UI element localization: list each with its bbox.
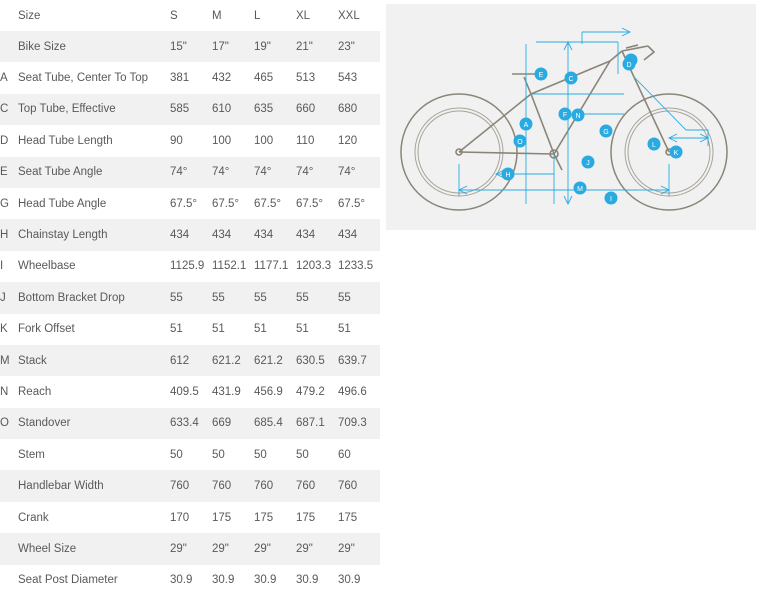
row-value: 434	[254, 229, 274, 242]
row-value: 1177.1	[254, 260, 289, 273]
badge-J	[582, 156, 595, 169]
row-label: Seat Tube, Center To Top	[18, 72, 148, 85]
row-letter	[0, 502, 18, 533]
row-value: 630.5	[296, 354, 325, 367]
row-letter: N	[0, 385, 9, 398]
row-label: Bottom Bracket Drop	[18, 291, 125, 304]
row-value: 29"	[212, 542, 229, 555]
table-row	[0, 408, 380, 439]
row-value: 434	[212, 229, 232, 242]
row-value: 67.5°	[212, 197, 239, 210]
row-value: 760	[254, 480, 274, 493]
row-letter: A	[0, 72, 8, 85]
row-value: 51	[212, 323, 225, 336]
header-size-m: M	[212, 9, 222, 22]
svg-text:J: J	[586, 160, 590, 167]
row-value: 30.9	[170, 574, 193, 587]
row-letter: C	[0, 103, 9, 116]
table-row	[0, 251, 380, 282]
row-letter: D	[0, 134, 9, 147]
row-value: 100	[212, 134, 232, 147]
row-value: 30.9	[296, 574, 319, 587]
header-size-l: L	[254, 9, 261, 22]
row-value: 67.5°	[338, 197, 365, 210]
row-value: 660	[296, 103, 316, 116]
row-value: 55	[254, 291, 267, 304]
row-label: Stem	[18, 448, 45, 461]
row-letter	[0, 565, 18, 596]
row-letter: J	[0, 291, 6, 304]
row-label: Seat Tube Angle	[18, 166, 103, 179]
table-row	[0, 533, 380, 564]
bike-geometry-diagram	[386, 4, 756, 230]
row-value: 74°	[212, 166, 230, 179]
svg-text:A: A	[523, 122, 529, 129]
row-value: 21"	[296, 40, 313, 53]
row-label: Wheelbase	[18, 260, 76, 273]
row-value: 23"	[338, 40, 355, 53]
row-value: 51	[170, 323, 183, 336]
row-value: 29"	[296, 542, 313, 555]
table-row	[0, 470, 380, 501]
row-label: Stack	[18, 354, 47, 367]
badge-E	[535, 68, 548, 81]
row-value: 74°	[338, 166, 356, 179]
row-label: Chainstay Length	[18, 229, 108, 242]
row-value: 669	[212, 417, 232, 430]
row-value: 30.9	[254, 574, 277, 587]
row-value: 30.9	[338, 574, 361, 587]
badge-O	[514, 135, 527, 148]
row-value: 55	[296, 291, 309, 304]
badge-M	[574, 182, 587, 195]
row-value: 1125.9	[170, 260, 205, 273]
row-value: 60	[338, 448, 351, 461]
row-letter: E	[0, 166, 8, 179]
row-value: 175	[254, 511, 274, 524]
row-value: 29"	[254, 542, 271, 555]
row-label: Handlebar Width	[18, 480, 104, 493]
badge-A	[520, 118, 533, 131]
svg-text:L: L	[652, 142, 656, 149]
row-value: 175	[296, 511, 316, 524]
row-value: 409.5	[170, 385, 199, 398]
row-label: Reach	[18, 385, 52, 398]
row-value: 621.2	[212, 354, 241, 367]
row-letter: K	[0, 323, 8, 336]
row-value: 434	[170, 229, 190, 242]
row-value: 67.5°	[254, 197, 281, 210]
row-value: 585	[170, 103, 190, 116]
svg-text:H: H	[505, 172, 511, 179]
row-value: 680	[338, 103, 358, 116]
table-row	[0, 565, 380, 596]
badge-C	[565, 72, 578, 85]
svg-text:O: O	[517, 139, 523, 146]
row-label: Seat Post Diameter	[18, 574, 118, 587]
row-value: 29"	[170, 542, 187, 555]
badge-F	[559, 108, 572, 121]
row-letter: I	[0, 260, 4, 273]
row-value: 635	[254, 103, 274, 116]
table-row	[0, 219, 380, 250]
row-label: Crank	[18, 511, 49, 524]
row-value: 50	[296, 448, 309, 461]
row-value: 19"	[254, 40, 271, 53]
table-row	[0, 314, 380, 345]
row-value: 479.2	[296, 385, 325, 398]
svg-text:C: C	[568, 76, 574, 83]
row-value: 30.9	[212, 574, 235, 587]
svg-text:N: N	[575, 113, 581, 120]
row-value: 110	[296, 134, 315, 147]
row-value: 55	[212, 291, 225, 304]
row-label: Bike Size	[18, 40, 66, 53]
table-row	[0, 439, 380, 470]
row-value: 760	[296, 480, 316, 493]
row-value: 709.3	[338, 417, 367, 430]
row-value: 120	[338, 134, 358, 147]
svg-text:G: G	[603, 129, 609, 136]
table-row	[0, 94, 380, 125]
header-size-s: S	[170, 9, 178, 22]
row-letter: G	[0, 197, 9, 210]
table-row	[0, 62, 380, 93]
header-size-label: Size	[18, 9, 41, 22]
row-value: 50	[254, 448, 267, 461]
row-letter	[0, 31, 18, 62]
row-value: 51	[296, 323, 309, 336]
svg-text:K: K	[673, 150, 679, 157]
row-value: 381	[170, 72, 190, 85]
row-value: 612	[170, 354, 190, 367]
badge-H	[502, 168, 515, 181]
row-value: 55	[338, 291, 351, 304]
row-value: 432	[212, 72, 232, 85]
badge-K	[670, 146, 683, 159]
row-value: 51	[254, 323, 267, 336]
row-value: 100	[254, 134, 274, 147]
table-row	[0, 157, 380, 188]
table-row	[0, 282, 380, 313]
row-value: 431.9	[212, 385, 241, 398]
row-value: 621.2	[254, 354, 283, 367]
row-value: 434	[338, 229, 358, 242]
row-value: 543	[338, 72, 358, 85]
row-value: 456.9	[254, 385, 283, 398]
row-value: 175	[338, 511, 358, 524]
row-label: Fork Offset	[18, 323, 75, 336]
table-row	[0, 502, 380, 533]
row-value: 465	[254, 72, 274, 85]
header-size-xxl: XXL	[338, 9, 360, 22]
row-letter: O	[0, 417, 9, 430]
badge-N	[572, 109, 585, 122]
row-value: 760	[338, 480, 358, 493]
row-letter	[0, 439, 18, 470]
row-value: 760	[212, 480, 232, 493]
svg-text:M: M	[577, 186, 583, 193]
table-row	[0, 188, 380, 219]
table-header-row	[0, 0, 380, 31]
row-value: 74°	[254, 166, 272, 179]
row-value: 51	[338, 323, 351, 336]
row-value: 15"	[170, 40, 187, 53]
row-value: 175	[212, 511, 232, 524]
header-letter-cell	[0, 0, 18, 31]
row-value: 513	[296, 72, 316, 85]
row-value: 639.7	[338, 354, 367, 367]
row-value: 29"	[338, 542, 355, 555]
row-value: 67.5°	[296, 197, 323, 210]
row-value: 50	[170, 448, 183, 461]
row-value: 67.5°	[170, 197, 197, 210]
row-value: 610	[212, 103, 232, 116]
svg-text:I: I	[610, 196, 612, 203]
row-label: Head Tube Length	[18, 134, 113, 147]
svg-text:E: E	[538, 72, 544, 79]
row-value: 496.6	[338, 385, 367, 398]
row-value: 170	[170, 511, 190, 524]
row-letter	[0, 470, 18, 501]
badge-D	[623, 58, 636, 71]
row-value: 55	[170, 291, 183, 304]
row-label: Standover	[18, 417, 71, 430]
row-value: 687.1	[296, 417, 325, 430]
table-row	[0, 376, 380, 407]
row-value: 1152.1	[212, 260, 247, 273]
row-value: 633.4	[170, 417, 199, 430]
row-letter: M	[0, 354, 10, 367]
row-label: Top Tube, Effective	[18, 103, 116, 116]
badge-G	[600, 125, 613, 138]
row-value: 74°	[296, 166, 314, 179]
table-row	[0, 345, 380, 376]
row-value: 1233.5	[338, 260, 374, 273]
row-value: 17"	[212, 40, 229, 53]
row-value: 74°	[170, 166, 188, 179]
row-letter	[0, 533, 18, 564]
row-label: Head Tube Angle	[18, 197, 107, 210]
row-label: Wheel Size	[18, 542, 77, 555]
header-size-xl: XL	[296, 9, 311, 22]
row-value: 90	[170, 134, 183, 147]
geometry-table	[0, 0, 380, 596]
row-letter: H	[0, 229, 9, 242]
row-value: 434	[296, 229, 316, 242]
row-value: 50	[212, 448, 225, 461]
row-value: 1203.3	[296, 260, 332, 273]
row-value: 760	[170, 480, 190, 493]
svg-text:F: F	[562, 112, 568, 119]
badge-I	[605, 192, 618, 205]
svg-text:D: D	[626, 62, 632, 69]
row-value: 685.4	[254, 417, 283, 430]
table-row	[0, 31, 380, 62]
badge-L	[648, 138, 661, 151]
table-row	[0, 125, 380, 156]
